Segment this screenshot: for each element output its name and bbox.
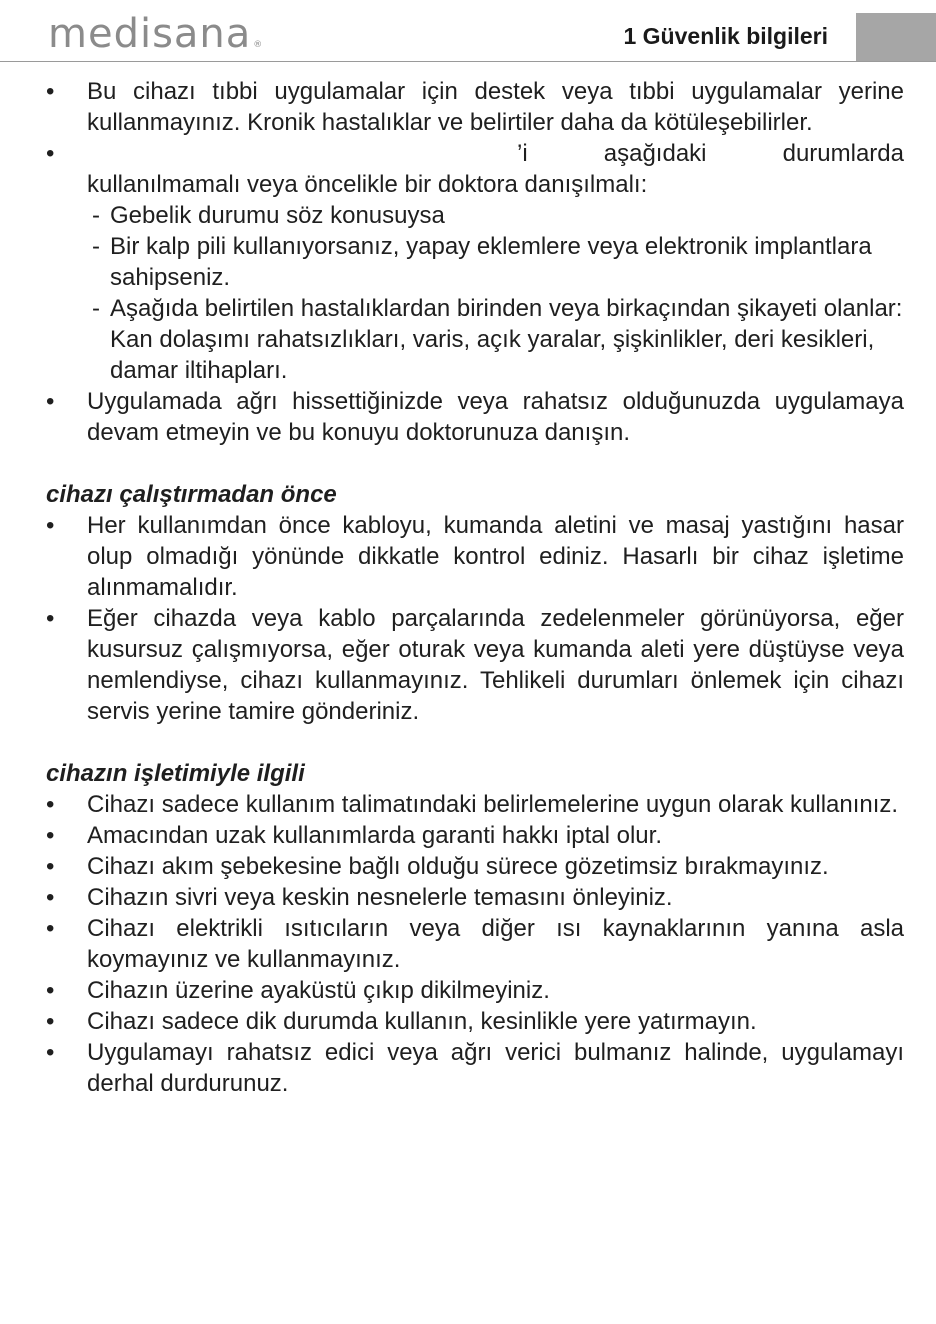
sub-item-text: Aşağıda belirtilen hastalıklardan birinden veya birkaçından şikayeti olanlar: Kan dolaşımı rahatsızlıkları, varis, açık yaralar, şişkinlikler, deri kesikleri, damar iltihapları. [110, 295, 903, 384]
registered-mark: ® [253, 40, 264, 50]
list-item [46, 510, 904, 603]
list-item [46, 76, 904, 138]
page-header [0, 0, 936, 62]
intro-list [46, 76, 904, 448]
sub-list-item: - Gebelik durumu söz konusuysa [92, 202, 445, 229]
item-text: Cihazın üzerine ayaküstü çıkıp dikilmeyiniz. [87, 977, 550, 1004]
page-content [46, 76, 904, 1099]
item-text: Cihazı sadece dik durumda kullanın, kesinlikle yere yatırmayın. [87, 1008, 757, 1035]
brand-logo-text: medisana [48, 11, 252, 57]
item-text: Her kullanımdan önce kabloyu, kumanda aletini ve masaj yastığını hasar olup olmadığı yönünde dikkatle kontrol ediniz. Hasarlı bir cihaz işletime alınmamalıdır. [87, 512, 904, 601]
header-divider [0, 61, 936, 62]
list-item [46, 882, 904, 913]
item-text: Cihazın sivri veya keskin nesnelerle temasını önleyiniz. [87, 884, 673, 911]
item-text: Uygulamayı rahatsız edici veya ağrı verici bulmanız halinde, uygulamayı derhal durdurunuz. [87, 1039, 904, 1097]
item-text: Cihazı akım şebekesine bağlı olduğu sürece gözetimsiz bırakmayınız. [87, 853, 829, 880]
list-item [46, 138, 904, 386]
section-list [46, 789, 904, 1099]
list-item [46, 913, 904, 975]
list-item [46, 975, 904, 1006]
item-text: Cihazı elektrikli ısıtıcıların veya diğer ısı kaynaklarının yanına asla koymayınız ve kullanmayınız. [87, 915, 904, 973]
list-item [46, 851, 904, 882]
list-item [46, 603, 904, 727]
item-text: ’i aşağıdaki durumlarda kullanılmamalı veya öncelikle bir doktora danışılmalı: [87, 140, 904, 198]
sub-list-item: - Bir kalp pili kullanıyorsanız, yapay eklemlere veya elektronik implantlara sahipseniz. [92, 233, 872, 291]
section-heading: cihazın işletimiyle ilgili [46, 760, 305, 787]
sub-item-text: Bir kalp pili kullanıyorsanız, yapay eklemlere veya elektronik implantlara sahipseniz. [110, 233, 872, 291]
section-heading: cihazı çalıştırmadan önce [46, 481, 337, 508]
item-text: Amacından uzak kullanımlarda garanti hakkı iptal olur. [87, 822, 662, 849]
list-item [46, 386, 904, 448]
list-item [46, 789, 904, 820]
item-text: Bu cihazı tıbbi uygulamalar için destek veya tıbbi uygulamalar yerine kullanmayınız. Kronik hastalıklar ve belirtiler daha da kötüleşebilirler. [87, 78, 904, 136]
item-text: Eğer cihazda veya kablo parçalarında zedelenmeler görünüyorsa, eğer kusursuz çalışmıyorsa, eğer oturak veya kumanda aleti yere düştüyse veya nemlendiyse, cihazı kullanmayınız. Tehlikeli durumları önlemek için cihazı servis yerine tamire gönderiniz. [87, 605, 904, 725]
sub-list-item: - Aşağıda belirtilen hastalıklardan birinden veya birkaçından şikayeti olanlar: Kan dolaşımı rahatsızlıkları, varis, açık yaralar, şişkinlikler, deri kesikleri, damar iltihapları. [92, 295, 903, 384]
section-list [46, 510, 904, 727]
sub-item-text: Gebelik durumu söz konusuysa [110, 202, 445, 229]
chapter-tab-marker [856, 13, 936, 61]
list-item [46, 1037, 904, 1099]
item-text: Uygulamada ağrı hissettiğinizde veya rahatsız olduğunuzda uygulamaya devam etmeyin ve bu konuyu doktorunuza danışın. [87, 388, 904, 446]
list-item [46, 1006, 904, 1037]
chapter-title: 1 Güvenlik bilgileri [623, 23, 828, 49]
item-text: Cihazı sadece kullanım talimatındaki belirlemelerine uygun olarak kullanınız. [87, 791, 899, 818]
list-item [46, 820, 904, 851]
